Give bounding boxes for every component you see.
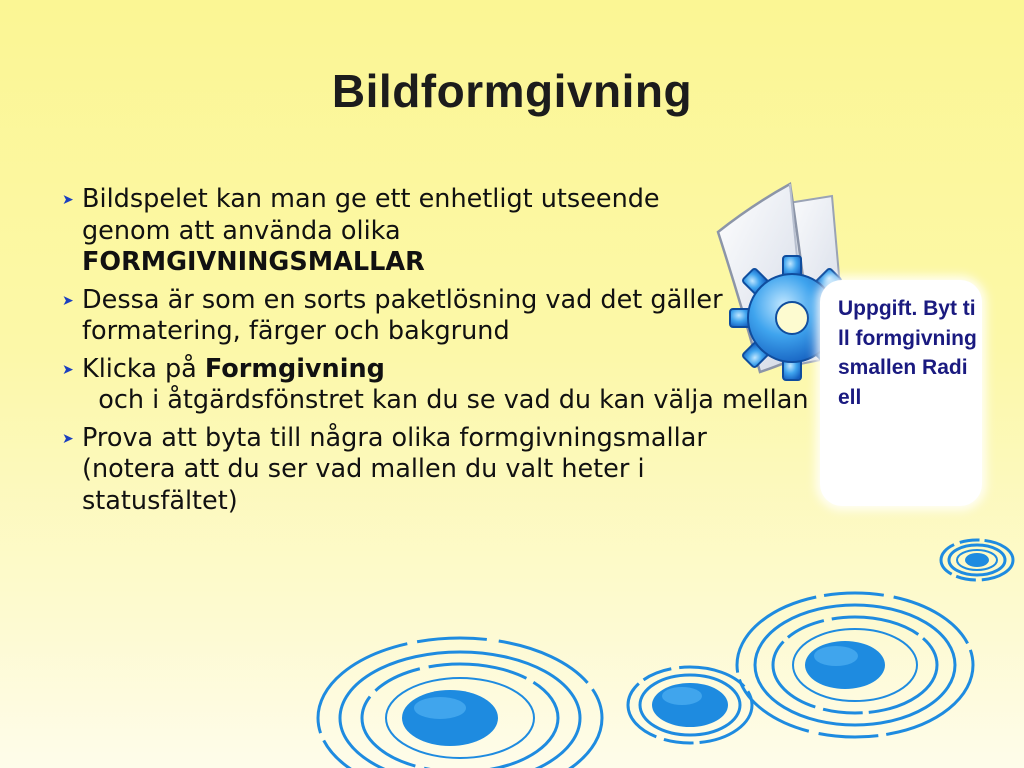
arrow-right-icon: ➤	[62, 430, 74, 447]
bullet-text: Bildspelet kan man ge ett enhetligt utseende genom att använda olika	[82, 184, 660, 246]
note-text: Uppgift. Byt till formgivningsmallen Radiell	[838, 297, 977, 409]
arrow-right-icon: ➤	[62, 192, 74, 208]
bullet-text: och i åtgärdsfönstret kan du se vad du kan välja mellan	[82, 385, 809, 415]
bullet-bold-text: Formgivning	[204, 353, 385, 384]
bullet-text: Klicka på	[82, 353, 205, 384]
bullet-text: Dessa är som en sorts paketlösning vad det gäller formatering, färger och bakgrund	[82, 284, 723, 346]
arrow-right-icon: ➤	[62, 361, 74, 378]
arrow-right-icon: ➤	[62, 292, 74, 309]
bullet-text: Prova att byta till några olika formgivningsmallar (notera att du ser vad mallen du valt heter i statusfältet)	[82, 422, 707, 516]
slide-title: Bildformgivning	[331, 65, 693, 117]
bullet-bold-text: FORMGIVNINGSMALLAR	[82, 247, 425, 277]
